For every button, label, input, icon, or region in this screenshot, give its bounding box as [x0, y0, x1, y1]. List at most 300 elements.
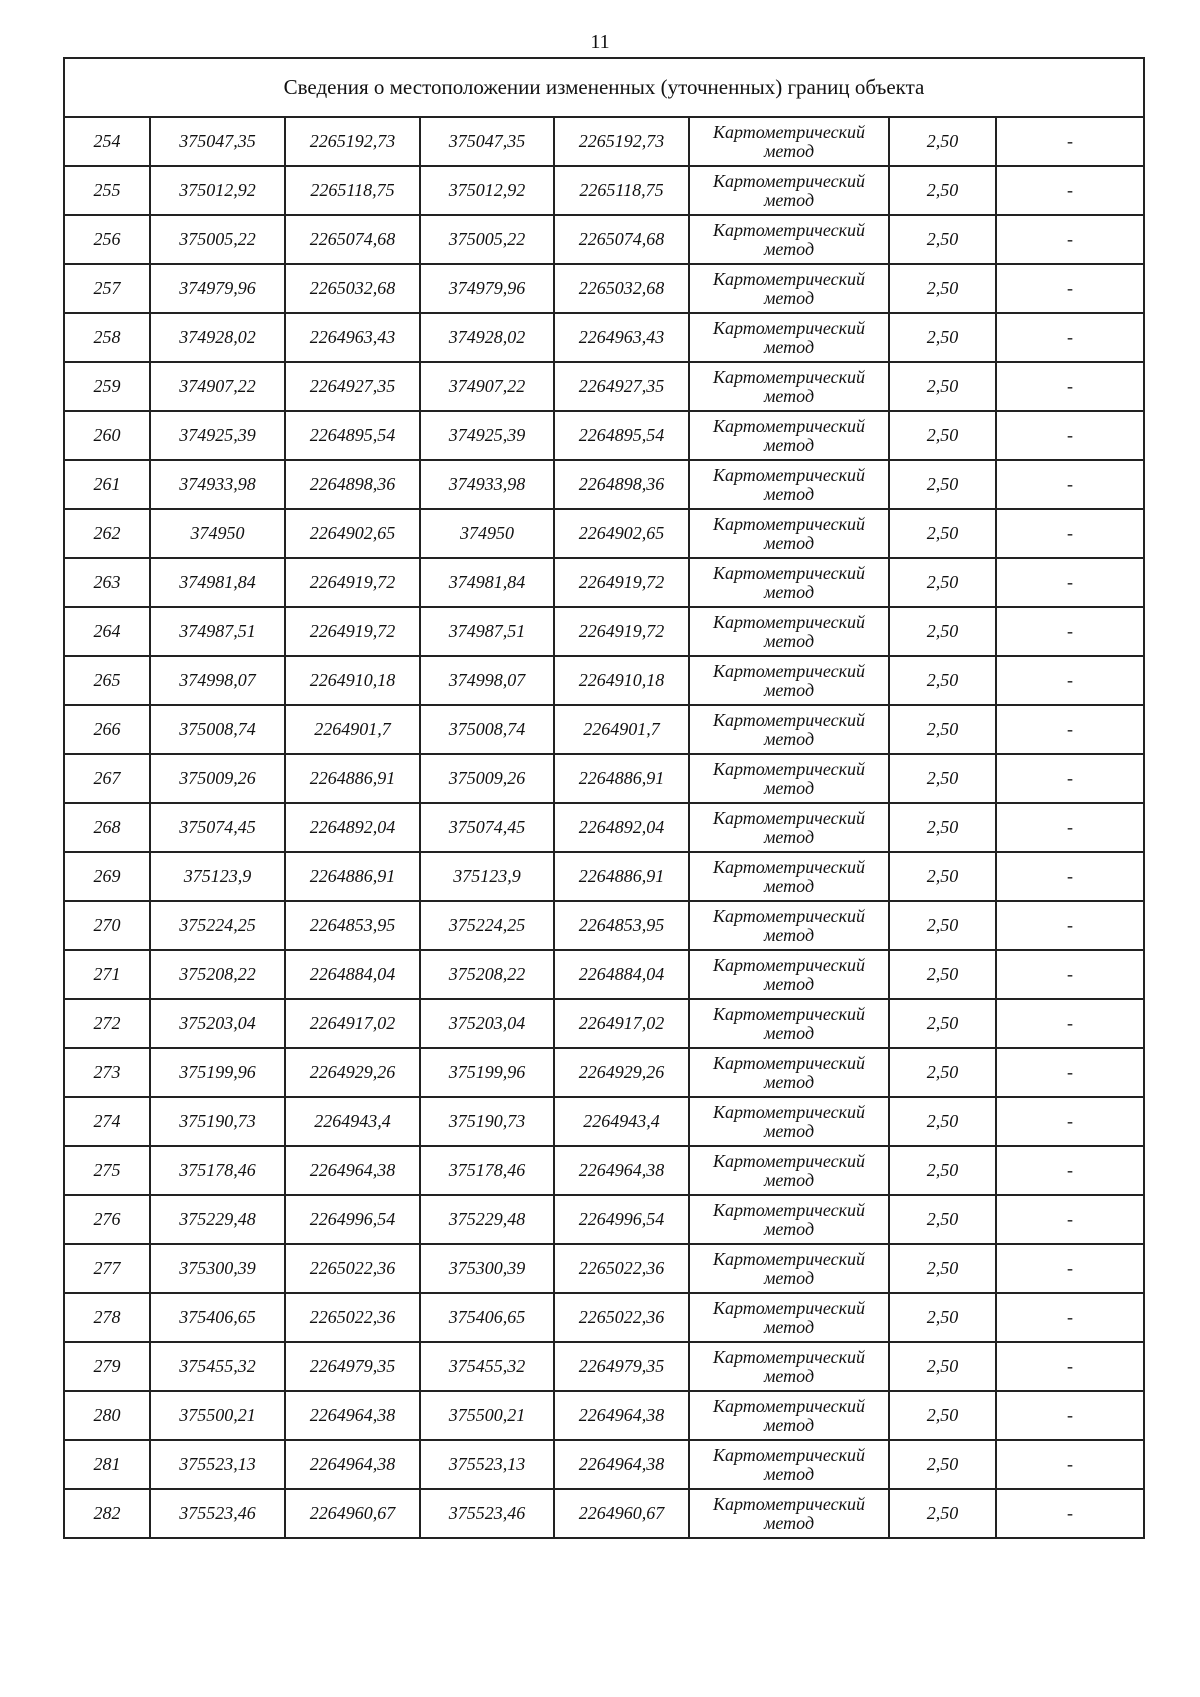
x-existing-cell: 375208,22 — [150, 950, 285, 999]
point-number-cell: 255 — [64, 166, 150, 215]
mark-description-cell: - — [996, 1146, 1144, 1195]
y-refined-cell: 2264964,38 — [554, 1146, 689, 1195]
accuracy-cell: 2,50 — [889, 1097, 996, 1146]
method-cell — [689, 1048, 889, 1097]
mark-description-cell: - — [996, 852, 1144, 901]
method-line-2: метод — [763, 238, 815, 259]
y-refined-cell: 2264964,38 — [554, 1440, 689, 1489]
table-row — [64, 509, 1144, 558]
y-refined-cell: 2264901,7 — [554, 705, 689, 754]
x-existing-cell: 374907,22 — [150, 362, 285, 411]
accuracy-cell: 2,50 — [889, 1146, 996, 1195]
table-row — [64, 607, 1144, 656]
mark-description-cell: - — [996, 754, 1144, 803]
mark-description-cell: - — [996, 1489, 1144, 1538]
x-existing-cell: 375074,45 — [150, 803, 285, 852]
y-refined-cell: 2264884,04 — [554, 950, 689, 999]
method-line-1: Картометрический — [712, 660, 865, 681]
method-cell — [689, 313, 889, 362]
method-cell — [689, 509, 889, 558]
accuracy-cell: 2,50 — [889, 215, 996, 264]
table-row — [64, 1244, 1144, 1293]
point-number-cell: 276 — [64, 1195, 150, 1244]
x-existing-cell: 375406,65 — [150, 1293, 285, 1342]
accuracy-cell: 2,50 — [889, 901, 996, 950]
method-line-1: Картометрический — [712, 1052, 865, 1073]
method-line-1: Картометрический — [712, 1493, 865, 1514]
method-line-2: метод — [763, 189, 815, 210]
method-line-1: Картометрический — [712, 317, 865, 338]
x-existing-cell: 374987,51 — [150, 607, 285, 656]
point-number-cell: 278 — [64, 1293, 150, 1342]
method-line-2: метод — [763, 287, 815, 308]
y-refined-cell: 2265032,68 — [554, 264, 689, 313]
x-existing-cell: 375008,74 — [150, 705, 285, 754]
x-existing-cell: 375009,26 — [150, 754, 285, 803]
method-line-1: Картометрический — [712, 219, 865, 240]
x-refined-cell: 375008,74 — [420, 705, 554, 754]
y-existing-cell: 2265074,68 — [285, 215, 420, 264]
table-row — [64, 1342, 1144, 1391]
method-line-2: метод — [763, 1169, 815, 1190]
mark-description-cell: - — [996, 1244, 1144, 1293]
y-refined-cell: 2264919,72 — [554, 607, 689, 656]
accuracy-cell: 2,50 — [889, 754, 996, 803]
method-cell — [689, 1293, 889, 1342]
y-refined-cell: 2265074,68 — [554, 215, 689, 264]
mark-description-cell: - — [996, 999, 1144, 1048]
table-row — [64, 460, 1144, 509]
method-line-2: метод — [763, 1512, 815, 1533]
point-number-cell: 258 — [64, 313, 150, 362]
x-existing-cell: 375190,73 — [150, 1097, 285, 1146]
method-line-2: метод — [763, 1022, 815, 1043]
method-line-2: метод — [763, 581, 815, 602]
method-line-1: Картометрический — [712, 1248, 865, 1269]
mark-description-cell: - — [996, 166, 1144, 215]
x-existing-cell: 375012,92 — [150, 166, 285, 215]
table-row — [64, 1391, 1144, 1440]
x-refined-cell: 375300,39 — [420, 1244, 554, 1293]
mark-description-cell: - — [996, 1342, 1144, 1391]
y-existing-cell: 2264964,38 — [285, 1391, 420, 1440]
point-number-cell: 269 — [64, 852, 150, 901]
method-line-2: метод — [763, 728, 815, 749]
accuracy-cell: 2,50 — [889, 1489, 996, 1538]
method-line-1: Картометрический — [712, 1150, 865, 1171]
x-existing-cell: 375523,13 — [150, 1440, 285, 1489]
x-refined-cell: 375047,35 — [420, 117, 554, 166]
point-number-cell: 281 — [64, 1440, 150, 1489]
y-existing-cell: 2265032,68 — [285, 264, 420, 313]
x-refined-cell: 375229,48 — [420, 1195, 554, 1244]
mark-description-cell: - — [996, 509, 1144, 558]
accuracy-cell: 2,50 — [889, 1391, 996, 1440]
y-refined-cell: 2264898,36 — [554, 460, 689, 509]
accuracy-cell: 2,50 — [889, 1195, 996, 1244]
point-number-cell: 261 — [64, 460, 150, 509]
x-existing-cell: 375523,46 — [150, 1489, 285, 1538]
table-title-row — [64, 58, 1144, 117]
accuracy-cell: 2,50 — [889, 460, 996, 509]
accuracy-cell: 2,50 — [889, 852, 996, 901]
table-row — [64, 950, 1144, 999]
x-refined-cell: 375523,13 — [420, 1440, 554, 1489]
method-line-1: Картометрический — [712, 1101, 865, 1122]
table-row — [64, 803, 1144, 852]
mark-description-cell: - — [996, 411, 1144, 460]
mark-description-cell: - — [996, 705, 1144, 754]
x-refined-cell: 374907,22 — [420, 362, 554, 411]
mark-description-cell: - — [996, 1097, 1144, 1146]
method-line-2: метод — [763, 336, 815, 357]
table-row — [64, 313, 1144, 362]
method-cell — [689, 1097, 889, 1146]
table-row — [64, 1293, 1144, 1342]
accuracy-cell: 2,50 — [889, 999, 996, 1048]
mark-description-cell: - — [996, 1195, 1144, 1244]
method-line-2: метод — [763, 532, 815, 553]
x-refined-cell: 375123,9 — [420, 852, 554, 901]
y-existing-cell: 2264927,35 — [285, 362, 420, 411]
table-row — [64, 362, 1144, 411]
x-existing-cell: 375455,32 — [150, 1342, 285, 1391]
method-line-2: метод — [763, 630, 815, 651]
x-existing-cell: 374981,84 — [150, 558, 285, 607]
method-line-1: Картометрический — [712, 807, 865, 828]
boundary-coordinates-table — [63, 57, 1145, 1539]
mark-description-cell: - — [996, 264, 1144, 313]
mark-description-cell: - — [996, 313, 1144, 362]
method-line-2: метод — [763, 385, 815, 406]
method-line-2: метод — [763, 826, 815, 847]
y-existing-cell: 2264964,38 — [285, 1440, 420, 1489]
point-number-cell: 256 — [64, 215, 150, 264]
point-number-cell: 274 — [64, 1097, 150, 1146]
x-refined-cell: 375406,65 — [420, 1293, 554, 1342]
y-refined-cell: 2264886,91 — [554, 852, 689, 901]
table-row — [64, 1489, 1144, 1538]
accuracy-cell: 2,50 — [889, 313, 996, 362]
x-refined-cell: 375208,22 — [420, 950, 554, 999]
table-row — [64, 1048, 1144, 1097]
method-line-2: метод — [763, 1414, 815, 1435]
mark-description-cell: - — [996, 117, 1144, 166]
accuracy-cell: 2,50 — [889, 1048, 996, 1097]
method-line-1: Картометрический — [712, 268, 865, 289]
method-cell — [689, 705, 889, 754]
x-existing-cell: 375005,22 — [150, 215, 285, 264]
table-row — [64, 901, 1144, 950]
method-line-2: метод — [763, 1267, 815, 1288]
y-refined-cell: 2264886,91 — [554, 754, 689, 803]
accuracy-cell: 2,50 — [889, 411, 996, 460]
x-refined-cell: 374987,51 — [420, 607, 554, 656]
y-existing-cell: 2265192,73 — [285, 117, 420, 166]
accuracy-cell: 2,50 — [889, 509, 996, 558]
method-line-2: метод — [763, 434, 815, 455]
x-existing-cell: 374925,39 — [150, 411, 285, 460]
x-refined-cell: 375199,96 — [420, 1048, 554, 1097]
method-line-1: Картометрический — [712, 121, 865, 142]
point-number-cell: 275 — [64, 1146, 150, 1195]
y-refined-cell: 2265022,36 — [554, 1244, 689, 1293]
y-existing-cell: 2264996,54 — [285, 1195, 420, 1244]
accuracy-cell: 2,50 — [889, 264, 996, 313]
mark-description-cell: - — [996, 950, 1144, 999]
y-existing-cell: 2265118,75 — [285, 166, 420, 215]
x-refined-cell: 375203,04 — [420, 999, 554, 1048]
table-row — [64, 558, 1144, 607]
x-existing-cell: 375229,48 — [150, 1195, 285, 1244]
y-refined-cell: 2265118,75 — [554, 166, 689, 215]
point-number-cell: 277 — [64, 1244, 150, 1293]
accuracy-cell: 2,50 — [889, 117, 996, 166]
x-existing-cell: 375178,46 — [150, 1146, 285, 1195]
method-cell — [689, 803, 889, 852]
method-line-1: Картометрический — [712, 464, 865, 485]
y-existing-cell: 2264884,04 — [285, 950, 420, 999]
mark-description-cell: - — [996, 362, 1144, 411]
method-line-1: Картометрический — [712, 1346, 865, 1367]
point-number-cell: 270 — [64, 901, 150, 950]
y-existing-cell: 2264901,7 — [285, 705, 420, 754]
method-line-2: метод — [763, 924, 815, 945]
point-number-cell: 271 — [64, 950, 150, 999]
method-line-1: Картометрический — [712, 1003, 865, 1024]
y-refined-cell: 2264853,95 — [554, 901, 689, 950]
y-existing-cell: 2264910,18 — [285, 656, 420, 705]
x-refined-cell: 374950 — [420, 509, 554, 558]
table-row — [64, 215, 1144, 264]
y-refined-cell: 2264963,43 — [554, 313, 689, 362]
method-cell — [689, 901, 889, 950]
table-row — [64, 117, 1144, 166]
table-row — [64, 1440, 1144, 1489]
x-existing-cell: 374928,02 — [150, 313, 285, 362]
page-number: 11 — [590, 31, 610, 53]
y-refined-cell: 2264927,35 — [554, 362, 689, 411]
y-refined-cell: 2264892,04 — [554, 803, 689, 852]
y-refined-cell: 2264960,67 — [554, 1489, 689, 1538]
point-number-cell: 263 — [64, 558, 150, 607]
x-refined-cell: 374928,02 — [420, 313, 554, 362]
x-existing-cell: 375203,04 — [150, 999, 285, 1048]
x-refined-cell: 375455,32 — [420, 1342, 554, 1391]
point-number-cell: 280 — [64, 1391, 150, 1440]
method-line-2: метод — [763, 875, 815, 896]
point-number-cell: 266 — [64, 705, 150, 754]
x-existing-cell: 375500,21 — [150, 1391, 285, 1440]
table-row — [64, 1195, 1144, 1244]
mark-description-cell: - — [996, 1293, 1144, 1342]
method-line-1: Картометрический — [712, 513, 865, 534]
x-refined-cell: 374998,07 — [420, 656, 554, 705]
table-row — [64, 999, 1144, 1048]
y-existing-cell: 2264853,95 — [285, 901, 420, 950]
method-cell — [689, 215, 889, 264]
x-existing-cell: 374979,96 — [150, 264, 285, 313]
method-line-2: метод — [763, 973, 815, 994]
mark-description-cell: - — [996, 1391, 1144, 1440]
y-existing-cell: 2264902,65 — [285, 509, 420, 558]
method-cell — [689, 411, 889, 460]
point-number-cell: 282 — [64, 1489, 150, 1538]
point-number-cell: 279 — [64, 1342, 150, 1391]
x-refined-cell: 375005,22 — [420, 215, 554, 264]
point-number-cell: 267 — [64, 754, 150, 803]
method-line-1: Картометрический — [712, 1199, 865, 1220]
y-existing-cell: 2264895,54 — [285, 411, 420, 460]
y-existing-cell: 2264929,26 — [285, 1048, 420, 1097]
y-existing-cell: 2264898,36 — [285, 460, 420, 509]
method-cell — [689, 264, 889, 313]
method-cell — [689, 950, 889, 999]
y-refined-cell: 2264917,02 — [554, 999, 689, 1048]
x-existing-cell: 375224,25 — [150, 901, 285, 950]
accuracy-cell: 2,50 — [889, 950, 996, 999]
method-cell — [689, 1244, 889, 1293]
point-number-cell: 273 — [64, 1048, 150, 1097]
method-cell — [689, 166, 889, 215]
x-refined-cell: 375500,21 — [420, 1391, 554, 1440]
y-existing-cell: 2264892,04 — [285, 803, 420, 852]
accuracy-cell: 2,50 — [889, 1244, 996, 1293]
point-number-cell: 254 — [64, 117, 150, 166]
accuracy-cell: 2,50 — [889, 1293, 996, 1342]
y-refined-cell: 2264964,38 — [554, 1391, 689, 1440]
y-refined-cell: 2265192,73 — [554, 117, 689, 166]
x-refined-cell: 375190,73 — [420, 1097, 554, 1146]
method-line-2: метод — [763, 679, 815, 700]
method-line-1: Картометрический — [712, 758, 865, 779]
y-refined-cell: 2264902,65 — [554, 509, 689, 558]
point-number-cell: 257 — [64, 264, 150, 313]
method-line-1: Картометрический — [712, 1297, 865, 1318]
y-refined-cell: 2264919,72 — [554, 558, 689, 607]
x-existing-cell: 374933,98 — [150, 460, 285, 509]
method-line-1: Картометрический — [712, 562, 865, 583]
method-line-1: Картометрический — [712, 1395, 865, 1416]
y-existing-cell: 2264919,72 — [285, 558, 420, 607]
point-number-cell: 268 — [64, 803, 150, 852]
table-row — [64, 1146, 1144, 1195]
method-line-2: метод — [763, 1120, 815, 1141]
accuracy-cell: 2,50 — [889, 558, 996, 607]
x-existing-cell: 375199,96 — [150, 1048, 285, 1097]
mark-description-cell: - — [996, 607, 1144, 656]
y-existing-cell: 2264963,43 — [285, 313, 420, 362]
method-cell — [689, 754, 889, 803]
y-existing-cell: 2264943,4 — [285, 1097, 420, 1146]
method-cell — [689, 117, 889, 166]
y-refined-cell: 2264996,54 — [554, 1195, 689, 1244]
y-existing-cell: 2265022,36 — [285, 1293, 420, 1342]
x-refined-cell: 375523,46 — [420, 1489, 554, 1538]
accuracy-cell: 2,50 — [889, 803, 996, 852]
x-existing-cell: 375123,9 — [150, 852, 285, 901]
mark-description-cell: - — [996, 803, 1144, 852]
method-line-1: Картометрический — [712, 611, 865, 632]
accuracy-cell: 2,50 — [889, 705, 996, 754]
table-row — [64, 166, 1144, 215]
x-refined-cell: 375074,45 — [420, 803, 554, 852]
point-number-cell: 264 — [64, 607, 150, 656]
y-refined-cell: 2264979,35 — [554, 1342, 689, 1391]
method-cell — [689, 1391, 889, 1440]
method-cell — [689, 362, 889, 411]
method-cell — [689, 1342, 889, 1391]
y-existing-cell: 2264979,35 — [285, 1342, 420, 1391]
y-refined-cell: 2264929,26 — [554, 1048, 689, 1097]
table-row — [64, 264, 1144, 313]
accuracy-cell: 2,50 — [889, 166, 996, 215]
mark-description-cell: - — [996, 558, 1144, 607]
mark-description-cell: - — [996, 1048, 1144, 1097]
y-refined-cell: 2264943,4 — [554, 1097, 689, 1146]
table-row — [64, 656, 1144, 705]
mark-description-cell: - — [996, 1440, 1144, 1489]
point-number-cell: 262 — [64, 509, 150, 558]
method-cell — [689, 607, 889, 656]
mark-description-cell: - — [996, 901, 1144, 950]
y-existing-cell: 2264919,72 — [285, 607, 420, 656]
method-line-2: метод — [763, 1071, 815, 1092]
x-refined-cell: 374925,39 — [420, 411, 554, 460]
x-refined-cell: 374979,96 — [420, 264, 554, 313]
x-existing-cell: 375047,35 — [150, 117, 285, 166]
method-cell — [689, 558, 889, 607]
mark-description-cell: - — [996, 460, 1144, 509]
table-row — [64, 411, 1144, 460]
method-line-1: Картометрический — [712, 709, 865, 730]
method-line-2: метод — [763, 777, 815, 798]
point-number-cell: 272 — [64, 999, 150, 1048]
method-cell — [689, 999, 889, 1048]
y-refined-cell: 2264895,54 — [554, 411, 689, 460]
method-cell — [689, 1146, 889, 1195]
point-number-cell: 260 — [64, 411, 150, 460]
method-line-1: Картометрический — [712, 170, 865, 191]
x-existing-cell: 375300,39 — [150, 1244, 285, 1293]
x-refined-cell: 374981,84 — [420, 558, 554, 607]
method-line-1: Картометрический — [712, 954, 865, 975]
y-existing-cell: 2264886,91 — [285, 754, 420, 803]
y-existing-cell: 2264964,38 — [285, 1146, 420, 1195]
method-line-2: метод — [763, 1218, 815, 1239]
y-refined-cell: 2264910,18 — [554, 656, 689, 705]
method-line-2: метод — [763, 1463, 815, 1484]
table-row — [64, 1097, 1144, 1146]
mark-description-cell: - — [996, 215, 1144, 264]
method-line-1: Картометрический — [712, 856, 865, 877]
method-line-1: Картометрический — [712, 1444, 865, 1465]
method-line-2: метод — [763, 483, 815, 504]
method-cell — [689, 852, 889, 901]
x-refined-cell: 375009,26 — [420, 754, 554, 803]
y-existing-cell: 2264960,67 — [285, 1489, 420, 1538]
method-line-2: метод — [763, 140, 815, 161]
method-cell — [689, 1489, 889, 1538]
method-line-1: Картометрический — [712, 905, 865, 926]
x-refined-cell: 374933,98 — [420, 460, 554, 509]
method-cell — [689, 460, 889, 509]
table-row — [64, 852, 1144, 901]
accuracy-cell: 2,50 — [889, 656, 996, 705]
method-line-2: метод — [763, 1316, 815, 1337]
accuracy-cell: 2,50 — [889, 607, 996, 656]
table-title: Сведения о местоположении измененных (уточненных) границ объекта — [64, 58, 1144, 117]
